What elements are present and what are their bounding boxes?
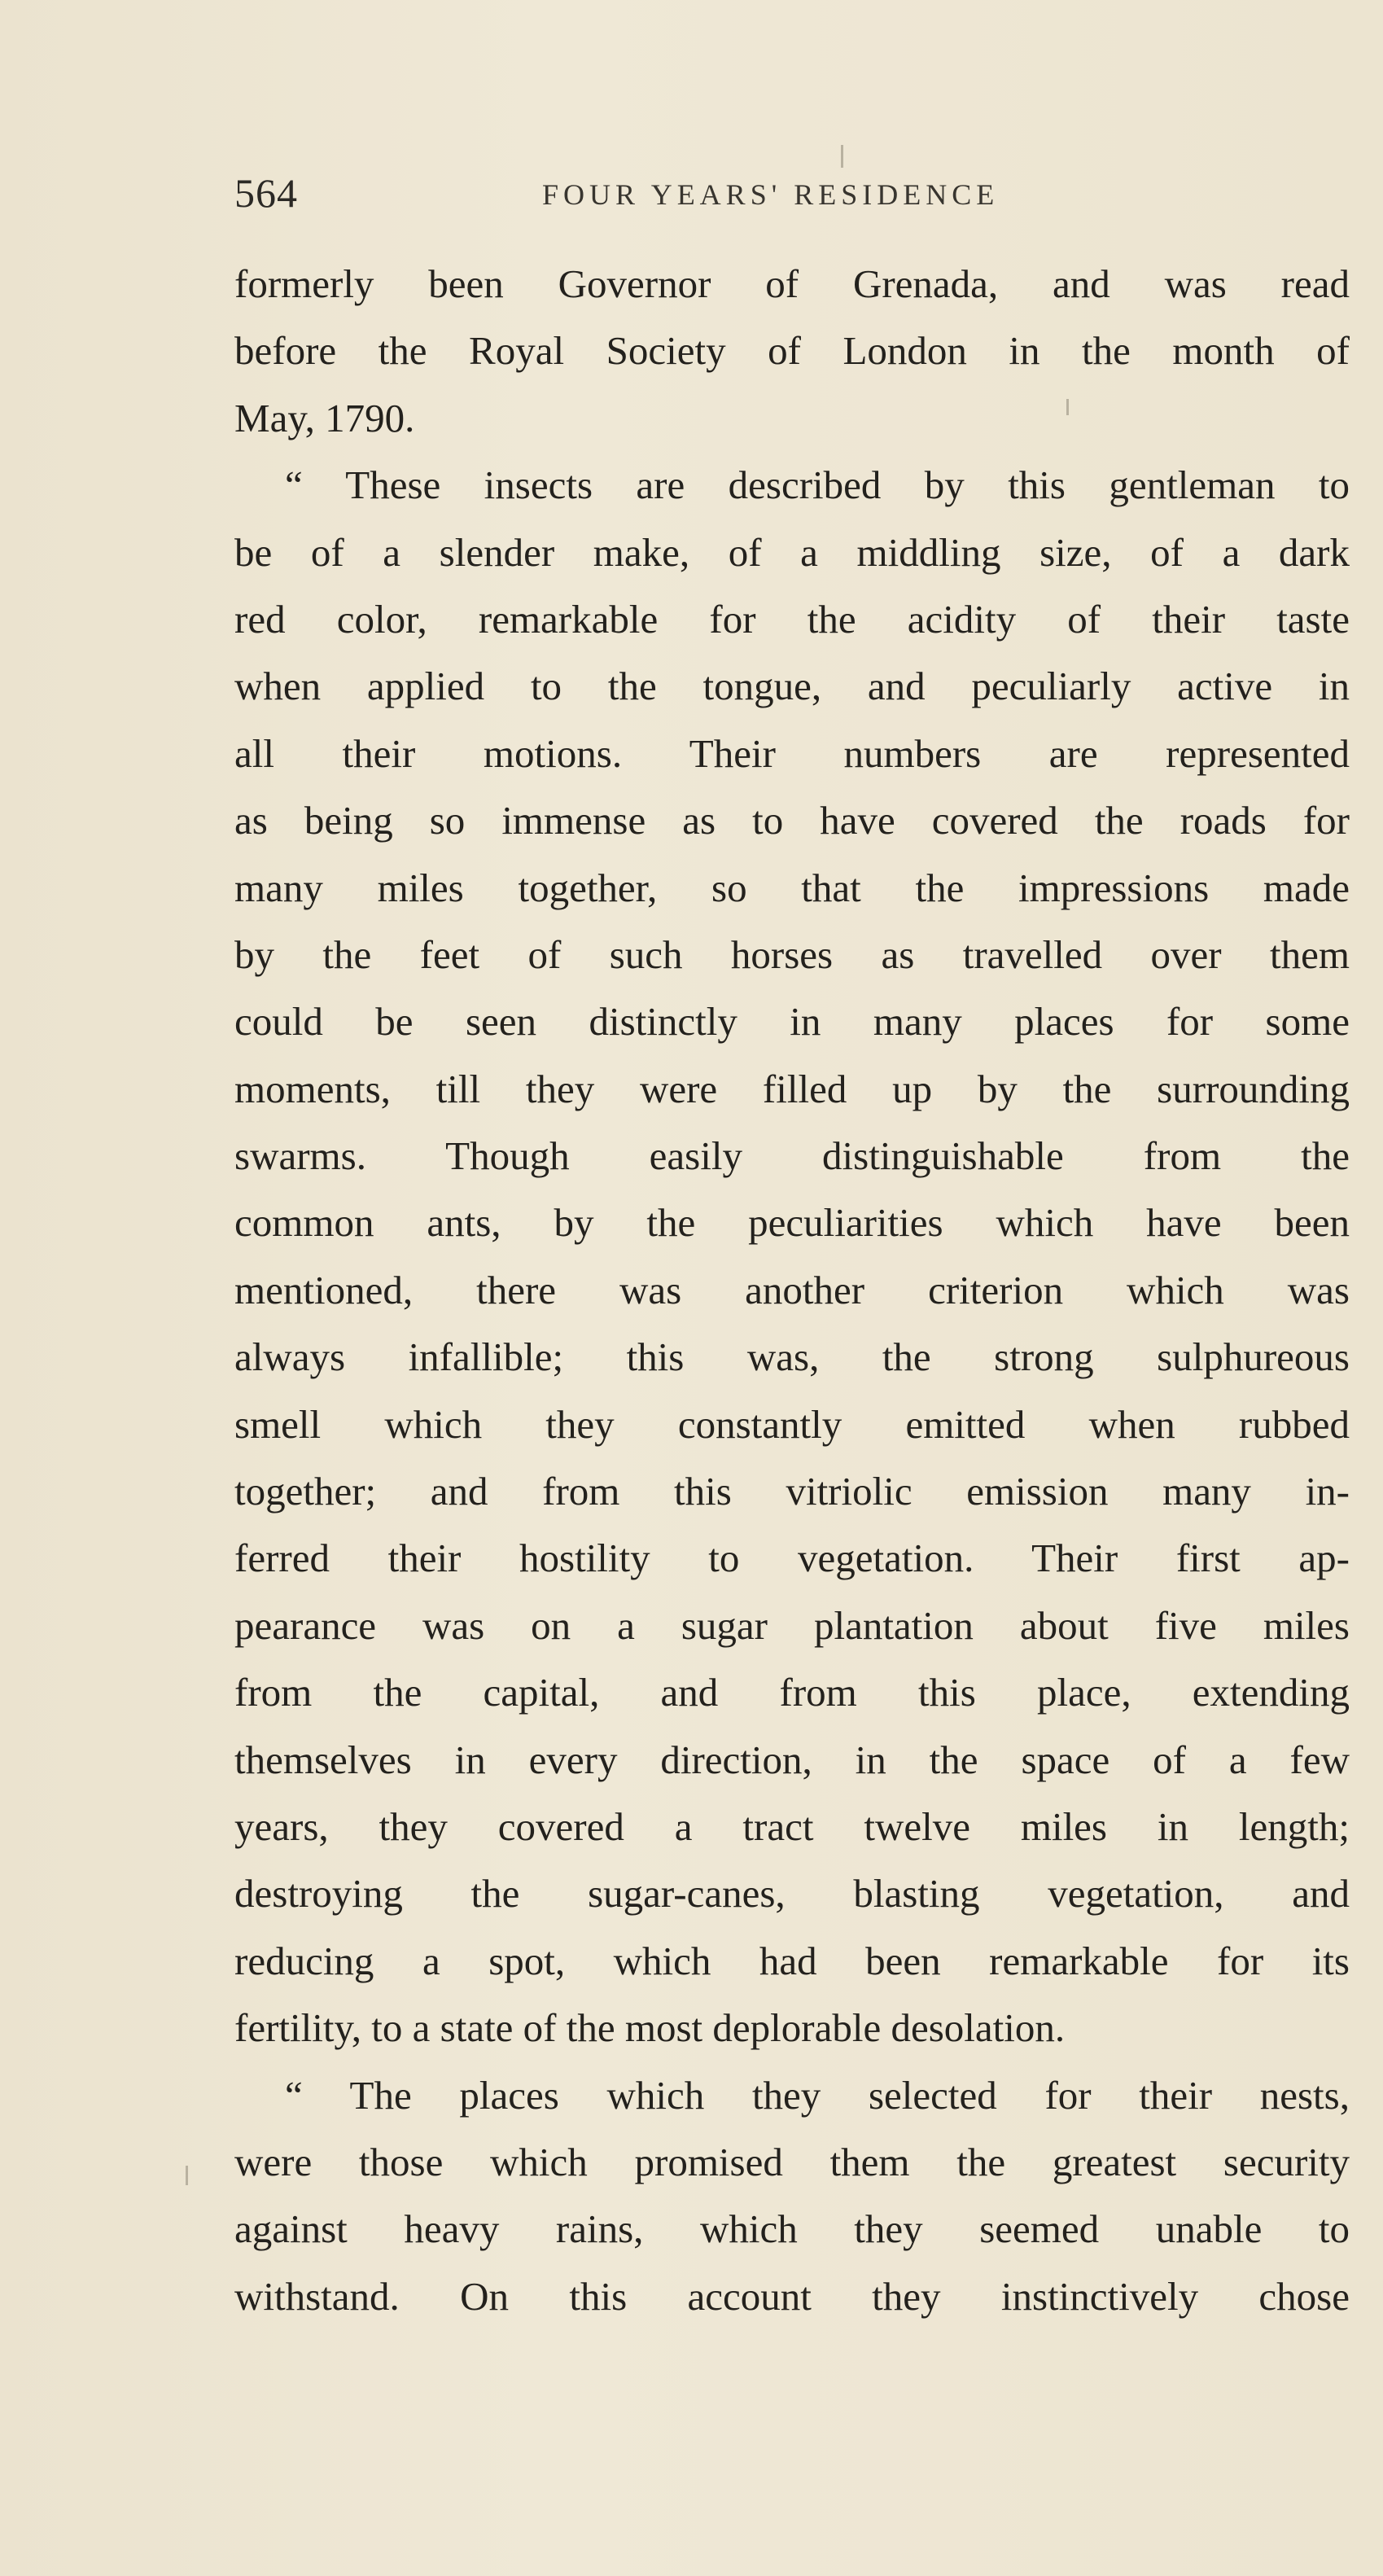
page-number: 564 — [234, 170, 298, 216]
text-line: formerly been Governor of Grenada, and was read — [234, 261, 1350, 306]
text-line: smell which they constantly emitted when rubbed — [234, 1401, 1350, 1447]
text-line: swarms. Though easily distinguishable from the — [234, 1133, 1350, 1179]
text-line: when applied to the tongue, and peculiarly active in — [234, 664, 1350, 709]
text-line: years, they covered a tract twelve miles in length; — [234, 1803, 1350, 1849]
paper-speck — [1066, 399, 1069, 415]
paper-speck — [186, 2166, 188, 2185]
text-line: “ These insects are described by this gentleman to — [285, 462, 1350, 508]
text-line: were those which promised them the greatest security — [234, 2139, 1350, 2184]
text-line: mentioned, there was another criterion which was — [234, 1267, 1350, 1312]
text-line: reducing a spot, which had been remarkable for its — [234, 1938, 1350, 1983]
text-line: could be seen distinctly in many places for some — [234, 999, 1350, 1045]
text-line: ferred their hostility to vegetation. Their first ap- — [234, 1536, 1350, 1581]
text-line: red color, remarkable for the acidity of their taste — [234, 596, 1350, 642]
text-line: always infallible; this was, the strong sulphureous — [234, 1334, 1350, 1380]
text-line: against heavy rains, which they seemed unable to — [234, 2206, 1350, 2252]
text-line: themselves in every direction, in the space of a few — [234, 1737, 1350, 1782]
text-line: before the Royal Society of London in the month of — [234, 328, 1350, 374]
running-head — [234, 164, 1358, 221]
text-line: be of a slender make, of a middling size, of a dark — [234, 529, 1350, 575]
text-line: together; and from this vitriolic emission many in- — [234, 1469, 1350, 1514]
text-line: May, 1790. — [234, 395, 415, 440]
body-text — [234, 251, 1350, 2330]
text-line: withstand. On this account they instinctively chose — [234, 2273, 1350, 2319]
running-title: FOUR YEARS' RESIDENCE — [542, 178, 1000, 211]
text-line: fertility, to a state of the most deplorable desolation. — [234, 2005, 1066, 2051]
text-line: as being so immense as to have covered the roads for — [234, 798, 1350, 843]
text-line: destroying the sugar-canes, blasting vegetation, and — [234, 1871, 1350, 1917]
text-line: moments, till they were filled up by the surrounding — [234, 1066, 1350, 1111]
text-line: many miles together, so that the impressions made — [234, 865, 1350, 910]
text-line: by the feet of such horses as travelled over them — [234, 931, 1350, 977]
text-line: all their motions. Their numbers are represented — [234, 730, 1350, 776]
text-line: pearance was on a sugar plantation about five miles — [234, 1602, 1350, 1648]
text-line: “ The places which they selected for their nests, — [285, 2072, 1350, 2118]
paper-speck — [841, 145, 843, 168]
text-line: common ants, by the peculiarities which have been — [234, 1200, 1350, 1246]
text-line: from the capital, and from this place, extending — [234, 1670, 1350, 1715]
